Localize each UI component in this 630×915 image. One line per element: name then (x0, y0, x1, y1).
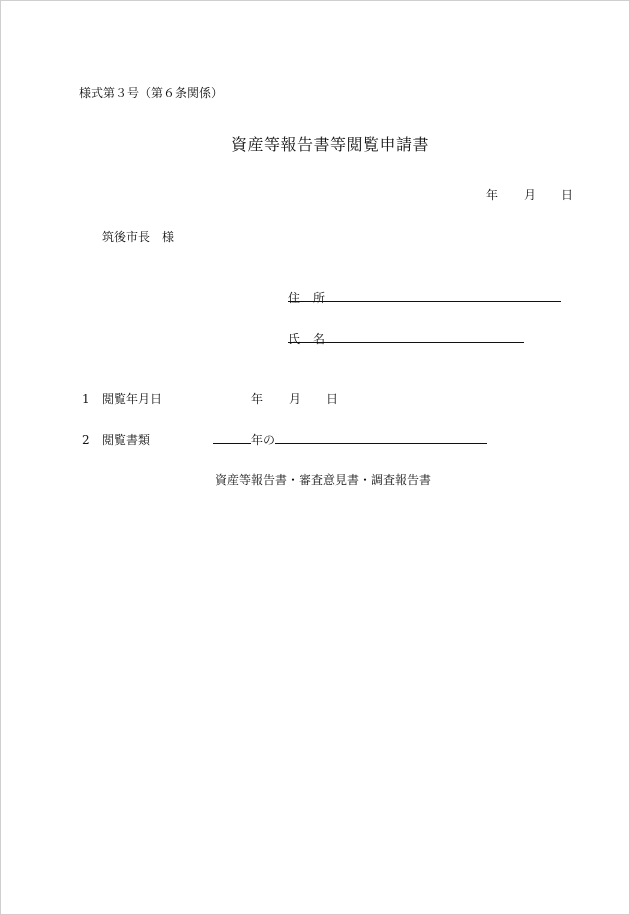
name-field-underline[interactable] (288, 342, 524, 343)
form-title: 資産等報告書等閲覧申請書 (231, 135, 430, 154)
form-number: 様式第３号（第６条関係） (79, 86, 224, 100)
addressee-name: 筑後市長 (102, 230, 151, 244)
date-day-label: 日 (561, 188, 574, 202)
name-label-char-1: 氏 (288, 332, 301, 346)
item-2-number: 2 (82, 433, 90, 447)
address-field-underline[interactable] (288, 301, 561, 302)
address-label-char-1: 住 (288, 291, 301, 305)
item-1-month: 月 (289, 392, 302, 406)
item-1-number: 1 (82, 392, 90, 406)
item-1-day: 日 (326, 392, 339, 406)
item-2-detail-underline[interactable] (275, 443, 487, 444)
address-label-char-2: 所 (313, 291, 326, 305)
date-month-label: 月 (524, 188, 537, 202)
item-1-year: 年 (251, 392, 264, 406)
name-label-char-2: 名 (313, 332, 326, 346)
document-types: 資産等報告書・審査意見書・調査報告書 (215, 473, 432, 487)
item-2-suffix: 年の (251, 433, 276, 447)
name-label (288, 331, 325, 347)
item-2-label: 閲覧書類 (102, 433, 151, 447)
honorific: 様 (162, 230, 175, 244)
addressee (102, 229, 174, 245)
item-1-label: 閲覧年月日 (102, 392, 163, 406)
address-label (288, 290, 325, 306)
item-2-year-underline[interactable] (213, 443, 251, 444)
date-year-label: 年 (486, 188, 499, 202)
